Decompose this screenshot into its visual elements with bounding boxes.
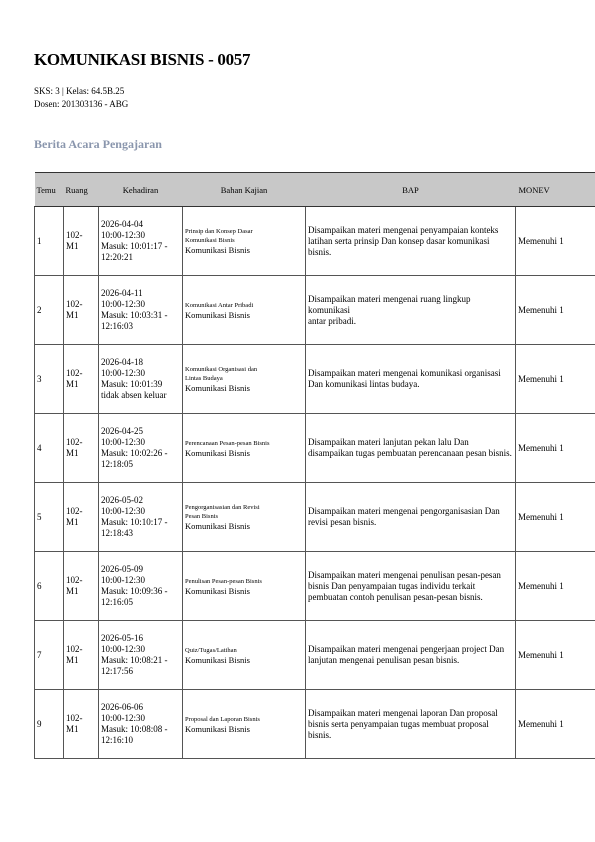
table-row bbox=[35, 345, 595, 414]
monev-status: Memenuhi 1 bbox=[518, 650, 564, 660]
course-name: Komunikasi Bisnis bbox=[185, 585, 250, 596]
course-meta-lecturer: Dosen: 201303136 - ABG bbox=[34, 99, 129, 109]
table-row bbox=[35, 276, 595, 345]
attendance-info: 2026-06-06 10:00-12:30 Masuk: 10:08:08 - 12:16:10 bbox=[101, 702, 168, 745]
temu-number: 2 bbox=[37, 305, 42, 315]
attendance-info: 2026-05-16 10:00-12:30 Masuk: 10:08:21 - 12:17:56 bbox=[101, 633, 168, 676]
cell-bap bbox=[306, 483, 516, 552]
course-meta-credits: SKS: 3 | Kelas: 64.5B.25 bbox=[34, 86, 125, 96]
cell-temu bbox=[35, 690, 64, 759]
column-header-kehadiran: Kehadiran bbox=[99, 173, 183, 207]
attendance-info: 2026-04-11 10:00-12:30 Masuk: 10:03:31 - 12:16:03 bbox=[101, 288, 168, 331]
attendance-info: 2026-04-25 10:00-12:30 Masuk: 10:02:26 - 12:18:05 bbox=[101, 426, 168, 469]
cell-bahan-kajian bbox=[183, 414, 306, 483]
cell-temu bbox=[35, 414, 64, 483]
column-header-bahan-kajian: Bahan Kajian bbox=[183, 173, 306, 207]
temu-number: 7 bbox=[37, 650, 42, 660]
table-row bbox=[35, 552, 595, 621]
cell-temu bbox=[35, 207, 64, 276]
cell-bahan-kajian bbox=[183, 552, 306, 621]
cell-bahan-kajian bbox=[183, 621, 306, 690]
room-code: 102- M1 bbox=[66, 368, 83, 389]
cell-bahan-kajian bbox=[183, 345, 306, 414]
column-header-temu: Temu bbox=[35, 173, 64, 207]
attendance-info: 2026-04-18 10:00-12:30 Masuk: 10:01:39 tidak absen keluar bbox=[101, 357, 167, 400]
column-header-ruang: Ruang bbox=[64, 173, 99, 207]
cell-ruang bbox=[64, 276, 99, 345]
bap-text: Disampaikan materi mengenai penulisan pesan-pesan bisnis Dan penyampaian tugas individu terkait pembuatan contoh penulisan pesan-pesan bisnis. bbox=[308, 569, 501, 602]
bap-text: Disampaikan materi mengenai ruang lingkup komunikasi antar pribadi. bbox=[308, 293, 471, 326]
topic-text: Perencanaan Pesan-pesan Bisnis bbox=[185, 439, 270, 447]
monev-status: Memenuhi 1 bbox=[518, 719, 564, 729]
cell-bap bbox=[306, 345, 516, 414]
temu-number: 9 bbox=[37, 719, 42, 729]
course-name: Komunikasi Bisnis bbox=[185, 521, 250, 531]
course-name: Komunikasi Bisnis bbox=[185, 447, 250, 458]
temu-number: 4 bbox=[37, 443, 42, 453]
cell-ruang bbox=[64, 483, 99, 552]
cell-bahan-kajian bbox=[183, 483, 306, 552]
course-name: Komunikasi Bisnis bbox=[185, 245, 250, 255]
table-row bbox=[35, 690, 595, 759]
cell-kehadiran bbox=[99, 345, 183, 414]
attendance-info: 2026-04-04 10:00-12:30 Masuk: 10:01:17 - 12:20:21 bbox=[101, 219, 168, 262]
temu-number: 6 bbox=[37, 581, 42, 591]
column-header-bap: BAP bbox=[306, 173, 516, 207]
topic-text: Quiz/Tugas/Latihan bbox=[185, 646, 237, 654]
cell-bap bbox=[306, 621, 516, 690]
cell-ruang bbox=[64, 414, 99, 483]
course-name: Komunikasi Bisnis bbox=[185, 309, 250, 320]
section-title: Berita Acara Pengajaran bbox=[34, 137, 162, 151]
room-code: 102- M1 bbox=[66, 437, 83, 458]
cell-bahan-kajian bbox=[183, 276, 306, 345]
topic-text: Penulisan Pesan-pesan Bisnis bbox=[185, 577, 262, 585]
cell-kehadiran bbox=[99, 552, 183, 621]
cell-kehadiran bbox=[99, 621, 183, 690]
cell-monev bbox=[516, 552, 595, 621]
topic-text: Proposal dan Laporan Bisnis bbox=[185, 715, 260, 723]
cell-bap bbox=[306, 414, 516, 483]
table-row bbox=[35, 414, 595, 483]
topic-text: Pengorganisasian dan Revisi Pesan Bisnis bbox=[185, 504, 260, 520]
cell-monev bbox=[516, 414, 595, 483]
bap-text: Disampaikan materi lanjutan pekan lalu Dan disampaikan tugas pembuatan perencanaan pesan bisnis. bbox=[308, 437, 512, 458]
topic-text: Komunikasi Organisasi dan Lintas Budaya bbox=[185, 366, 258, 382]
cell-bap bbox=[306, 552, 516, 621]
cell-monev bbox=[516, 690, 595, 759]
cell-ruang bbox=[64, 552, 99, 621]
cell-temu bbox=[35, 483, 64, 552]
column-header-monev: MONEV bbox=[516, 173, 595, 207]
cell-bahan-kajian bbox=[183, 690, 306, 759]
cell-temu bbox=[35, 621, 64, 690]
cell-monev bbox=[516, 345, 595, 414]
cell-kehadiran bbox=[99, 414, 183, 483]
monev-status: Memenuhi 1 bbox=[518, 236, 564, 246]
cell-ruang bbox=[64, 345, 99, 414]
bap-text: Disampaikan materi mengenai pengerjaan project Dan lanjutan mengenai penulisan pesan bisnis. bbox=[308, 644, 505, 665]
cell-bap bbox=[306, 207, 516, 276]
room-code: 102- M1 bbox=[66, 713, 83, 734]
temu-number: 3 bbox=[37, 374, 42, 384]
attendance-info: 2026-05-09 10:00-12:30 Masuk: 10:09:36 - 12:16:05 bbox=[101, 564, 168, 607]
cell-monev bbox=[516, 276, 595, 345]
table-row bbox=[35, 483, 595, 552]
page-title: KOMUNIKASI BISNIS - 0057 bbox=[34, 50, 251, 69]
monev-status: Memenuhi 1 bbox=[518, 581, 564, 591]
cell-bap bbox=[306, 690, 516, 759]
room-code: 102- M1 bbox=[66, 644, 83, 665]
course-name: Komunikasi Bisnis bbox=[185, 723, 250, 734]
course-name: Komunikasi Bisnis bbox=[185, 383, 250, 393]
table-row bbox=[35, 621, 595, 690]
cell-monev bbox=[516, 207, 595, 276]
temu-number: 1 bbox=[37, 236, 42, 246]
cell-temu bbox=[35, 552, 64, 621]
course-name: Komunikasi Bisnis bbox=[185, 654, 250, 665]
attendance-table bbox=[34, 172, 595, 759]
monev-status: Memenuhi 1 bbox=[518, 443, 564, 453]
table-header-row bbox=[35, 173, 595, 207]
attendance-info: 2026-05-02 10:00-12:30 Masuk: 10:10:17 - 12:18:43 bbox=[101, 495, 168, 538]
cell-ruang bbox=[64, 621, 99, 690]
cell-kehadiran bbox=[99, 483, 183, 552]
cell-temu bbox=[35, 276, 64, 345]
cell-bahan-kajian bbox=[183, 207, 306, 276]
bap-text: Disampaikan materi mengenai laporan Dan proposal bisnis serta penyampaian tugas membuat proposal bisnis. bbox=[308, 707, 498, 740]
monev-status: Memenuhi 1 bbox=[518, 305, 564, 315]
cell-kehadiran bbox=[99, 690, 183, 759]
room-code: 102- M1 bbox=[66, 230, 83, 251]
cell-ruang bbox=[64, 690, 99, 759]
room-code: 102- M1 bbox=[66, 506, 83, 527]
cell-monev bbox=[516, 621, 595, 690]
room-code: 102- M1 bbox=[66, 299, 83, 320]
bap-text: Disampaikan materi mengenai komunikasi organisasi Dan komunikasi lintas budaya. bbox=[308, 368, 501, 389]
cell-ruang bbox=[64, 207, 99, 276]
cell-bap bbox=[306, 276, 516, 345]
room-code: 102- M1 bbox=[66, 575, 83, 596]
topic-text: Prinsip dan Konsep Dasar Komunikasi Bisnis bbox=[185, 228, 253, 244]
monev-status: Memenuhi 1 bbox=[518, 512, 564, 522]
cell-temu bbox=[35, 345, 64, 414]
temu-number: 5 bbox=[37, 512, 42, 522]
cell-kehadiran bbox=[99, 207, 183, 276]
cell-monev bbox=[516, 483, 595, 552]
monev-status: Memenuhi 1 bbox=[518, 374, 564, 384]
bap-text: Disampaikan materi mengenai pengorganisasian Dan revisi pesan bisnis. bbox=[308, 506, 500, 527]
cell-kehadiran bbox=[99, 276, 183, 345]
topic-text: Komunikasi Antar Pribadi bbox=[185, 301, 254, 309]
bap-text: Disampaikan materi mengenai penyampaian konteks latihan serta prinsip Dan konsep dasar komunikasi bisnis. bbox=[308, 224, 499, 257]
table-row bbox=[35, 207, 595, 276]
